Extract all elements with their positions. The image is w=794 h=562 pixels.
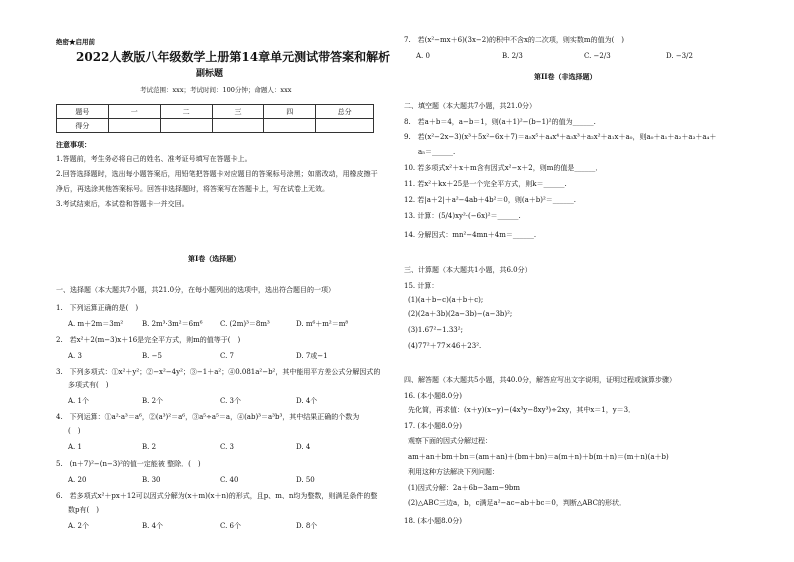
question-16: 16. (本小题8.0分)	[404, 392, 462, 400]
note-item: 2.回答选择题时，选出每小题答案后，用铅笔把答题卡对应题目的答案标号涂黑；如需改动，用橡皮擦干	[56, 170, 378, 178]
question-17-part: (2)△ABC三边a，b，c满足a²−ac−ab＋bc＝0，判断△ABC的形状．	[408, 499, 626, 507]
option-b[interactable]: B. 30	[142, 476, 161, 484]
question-9: 9. 若(x²−2x−3)(x³＋5x²−6x＋7)＝a₅x⁵＋a₄x⁴＋a₃x³＋a₂x²＋a₁x＋a₀，则a₀＋a₁＋a₂＋a₃＋a₄＋	[404, 133, 717, 141]
question-15-part: (3)1.67²−1.33²;	[408, 326, 463, 334]
option-d[interactable]: D. 7或−1	[296, 352, 328, 360]
fill-section-heading: 二、填空题（本大题共7小题，共21.0分）	[404, 102, 537, 110]
note-item: 3.考试结束后，本试卷和答题卡一并交回。	[56, 200, 189, 208]
question-6: 6. 若多项式x²＋px＋12可以因式分解为(x＋m)(x＋n)的形式，且p、m、n均为整数，则满足条件的整	[56, 492, 378, 500]
question-3: 3. 下列多项式：①x²＋y²；②−x²−4y²；③−1＋a²；④0.081a²−b²，其中能用平方差公式分解因式的	[56, 368, 381, 376]
question-11: 11. 若x²＋kx＋25是一个完全平方式，则k＝______.	[404, 180, 567, 188]
question-13: 13. 计算：(5/4)xy²·(−6x)²＝______.	[404, 212, 521, 220]
option-c[interactable]: C. 6个	[220, 522, 242, 530]
question-15-part: (1)(a＋b−c)(a＋b＋c);	[408, 296, 484, 304]
note-item: 净后，再选涂其他答案标号。回答非选择题时，将答案写在答题卡上，写在试卷上无效。	[56, 185, 329, 193]
option-a[interactable]: A. m＋2m＝3m²	[68, 320, 124, 328]
question-15-part: (4)77²＋77×46＋23².	[408, 342, 482, 350]
table-cell	[108, 119, 160, 133]
option-a[interactable]: A. 1个	[68, 397, 89, 405]
page-title: 2022人教版八年级数学上册第14章单元测试带答案和解析	[76, 50, 391, 64]
option-b[interactable]: B. 4个	[142, 522, 164, 530]
option-c[interactable]: C. −2/3	[584, 52, 611, 60]
option-b[interactable]: B. 2/3	[502, 52, 523, 60]
question-7: 7. 若(x²−mx＋6)(3x−2)的积中不含x的二次项，则实数m的值为( )	[404, 36, 625, 44]
table-cell	[264, 119, 316, 133]
table-cell	[212, 119, 264, 133]
question-17-part: (1)因式分解：2a＋6b−3am−9bm	[408, 484, 521, 492]
question-2: 2. 若x²＋2(m−3)x＋16是完全平方式，则m的值等于( )	[56, 336, 241, 344]
option-c[interactable]: C. 3个	[220, 397, 242, 405]
option-a[interactable]: A. 3	[68, 352, 82, 360]
question-14: 14. 分解因式：mn²−4mn＋4m＝______.	[404, 231, 537, 239]
calc-section-heading: 三、计算题（本大题共1小题，共6.0分）	[404, 266, 532, 274]
question-15: 15. 计算：	[404, 282, 439, 290]
score-table-header-row	[57, 105, 374, 119]
question-4-cont: ( )	[68, 427, 81, 435]
note-item: 1.答题前，考生务必将自己的姓名、准考证号填写在答题卡上。	[56, 155, 252, 163]
table-cell: 题号	[57, 105, 109, 119]
page-subtitle: 副标题	[196, 69, 224, 79]
option-b[interactable]: B. 2m³·3m²＝6m⁶	[142, 320, 203, 328]
table-cell: 二	[160, 105, 212, 119]
option-a[interactable]: A. 2个	[68, 522, 89, 530]
table-cell: 一	[108, 105, 160, 119]
option-d[interactable]: D. 50	[296, 476, 315, 484]
question-3-cont: 多项式有( )	[68, 381, 109, 389]
part2-heading: 第II卷（非选择题）	[534, 72, 597, 81]
option-b[interactable]: B. 2个	[142, 397, 164, 405]
option-a[interactable]: A. 1	[68, 443, 82, 451]
option-c[interactable]: C. 40	[220, 476, 239, 484]
part1-heading: 第I卷（选择题）	[188, 254, 241, 263]
question-4: 4. 下列运算：①a²·a³＝a⁶，②(a³)²＝a⁶，③a⁵÷a⁵＝a，④(ab)³＝a³b³，其中结果正确的个数为	[56, 413, 360, 421]
option-d[interactable]: D. 8个	[296, 522, 318, 530]
question-1: 1. 下列运算正确的是( )	[56, 304, 139, 312]
question-16-body: 先化简，再求值：(x＋y)(x−y)−(4x³y−8xy³)÷2xy，其中x＝1，y＝3．	[408, 406, 636, 414]
option-b[interactable]: B. 2	[142, 443, 157, 451]
question-15-part: (2)(2a＋3b)(2a−3b)−(a−3b)²;	[408, 310, 513, 318]
table-cell: 总分	[316, 105, 374, 119]
exam-info: 考试范围：xxx；考试时间：100分钟；命题人：xxx	[140, 86, 292, 94]
table-cell: 四	[264, 105, 316, 119]
table-cell: 得分	[57, 119, 109, 133]
question-18: 18. (本小题8.0分)	[404, 517, 462, 525]
table-cell	[160, 119, 212, 133]
question-17-body: 观察下面的因式分解过程：	[408, 437, 492, 445]
question-6-cont: 数p有( )	[68, 506, 99, 514]
notes-heading: 注意事项：	[56, 140, 91, 149]
option-d[interactable]: D. 4	[296, 443, 311, 451]
score-table	[56, 104, 374, 133]
question-17-body: 利用这种方法解决下列问题：	[408, 468, 499, 476]
table-cell: 三	[212, 105, 264, 119]
solve-section-heading: 四、解答题（本大题共5小题，共40.0分，解答应写出文字说明，证明过程或演算步骤）	[404, 376, 677, 384]
option-d[interactable]: D. 4个	[296, 397, 318, 405]
option-b[interactable]: B. −5	[142, 352, 162, 360]
option-c[interactable]: C. 3	[220, 443, 235, 451]
question-12: 12. 若|a＋2|＋a²−4ab＋4b²＝0，则(a＋b)²＝______.	[404, 196, 576, 204]
option-c[interactable]: C. (2m)³＝8m³	[220, 320, 270, 328]
option-c[interactable]: C. 7	[220, 352, 235, 360]
question-5: 5. (n＋7)²−(n−3)²的值一定能被 整除．( )	[56, 460, 201, 468]
choice-section-heading: 一、选择题（本大题共7小题，共21.0分，在每小题列出的选项中，选出符合题目的一项）	[56, 286, 336, 294]
question-17-body: am＋an＋bm＋bn＝(am＋an)＋(bm＋bn)＝a(m＋n)＋b(m＋n)＝(m＋n)(a＋b)	[408, 453, 669, 461]
option-a[interactable]: A. 0	[416, 52, 430, 60]
question-10: 10. 若多项式x²＋x＋m含有因式x²−x＋2，则m的值是______．	[404, 164, 603, 172]
option-d[interactable]: D. m⁶＋m²＝m⁸	[296, 320, 349, 328]
question-9-cont: a₅＝______.	[404, 148, 456, 156]
option-a[interactable]: A. 20	[68, 476, 87, 484]
table-cell	[316, 119, 374, 133]
score-table-score-row	[57, 119, 374, 133]
question-17: 17. (本小题8.0分)	[404, 422, 462, 430]
option-d[interactable]: D. −3/2	[666, 52, 693, 60]
secret-label: 绝密★启用前	[56, 38, 95, 46]
question-8: 8. 若a＋b＝4，a−b＝1，则(a＋1)²−(b−1)²的值为______.	[404, 118, 596, 126]
